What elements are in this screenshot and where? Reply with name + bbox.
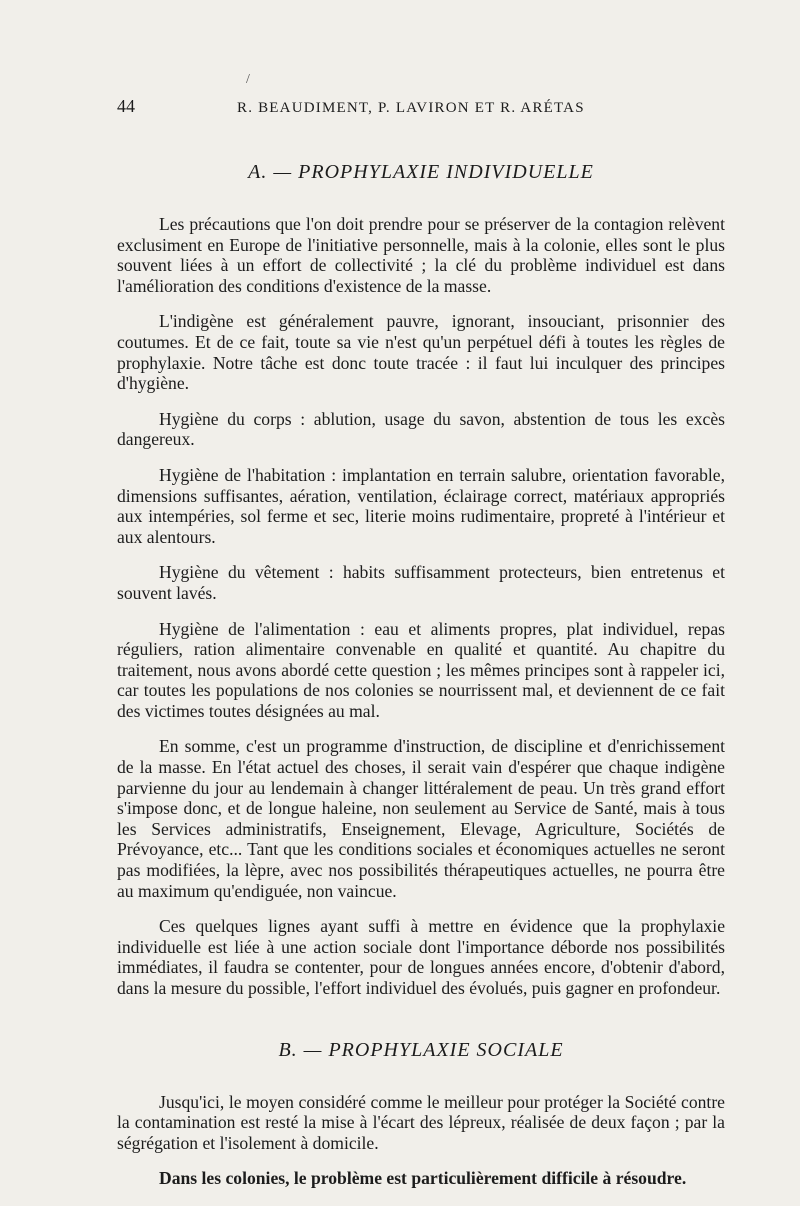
section-b-body (117, 1092, 725, 1189)
paragraph: Hygiène de l'alimentation : eau et aliments propres, plat individuel, repas réguliers, ration alimentaire convenable en qualité et quantité. Au chapitre du traitement, nous avons abordé cette question ; les mêmes principes sont à rappeler ici, car toutes les populations de nos colonies se nourrissent mal, et deviennent de ce fait des victimes toutes désignées au mal. (117, 618, 725, 721)
paragraph: Hygiène de l'habitation : implantation en terrain salubre, orientation favorable, dimensions suffisantes, aération, ventilation, éclairage correct, matériaux appropriés aux intempéries, sol ferme et sec, literie moins rudimentaire, propreté à l'intérieur et aux alentours. (117, 464, 725, 547)
paragraph: Jusqu'ici, le moyen considéré comme le meilleur pour protéger la Société contre la contamination est resté la mise à l'écart des lépreux, réalisée de deux façon ; par la ségrégation et l'isolement à domicile. (117, 1091, 725, 1153)
paragraph-bold: Dans les colonies, le problème est particulièrement difficile à résoudre. (159, 1168, 687, 1189)
paragraph: L'indigène est généralement pauvre, ignorant, insouciant, prisonnier des coutumes. Et de ce fait, toute sa vie n'est qu'un perpétuel défi à toutes les règles de prophylaxie. Notre tâche est donc toute tracée : il faut lui inculquer des principes d'hygiène. (117, 311, 725, 394)
stray-slash-mark: / (246, 72, 250, 87)
paragraph: En somme, c'est un programme d'instruction, de discipline et d'enrichissement de la masse. En l'état actuel des choses, il serait vain d'espérer que chaque indigène parvienne du jour au lendemain à changer littéralement de peau. Un très grand effort s'impose donc, et de longue haleine, non seulement au Service de Santé, mais à tous les Services administratifs, Enseignement, Elevage, Agriculture, Sociétés de Prévoyance, etc... Tant que les conditions sociales et économiques actuelles ne seront pas modifiées, la lèpre, avec nos possibilités thérapeutiques actuelles, ne pourra être au maximum qu'endiguée, non vaincue. (117, 736, 725, 901)
paragraph: Les précautions que l'on doit prendre pour se préserver de la contagion relèvent exclusiment en Europe de l'initiative personnelle, mais à la colonie, elles sont le plus souvent liées à un effort de collectivité ; la clé du problème individuel est dans l'amélioration des conditions d'existence de la masse. (117, 214, 725, 296)
paragraph: Ces quelques lignes ayant suffi à mettre en évidence que la prophylaxie individuelle est liée à une action sociale dont l'importance déborde nos possibilités immédiates, il faudra se contenter, pour de longues années encore, d'obtenir d'abord, dans la mesure du possible, l'effort individuel des évolués, puis gagner en profondeur. (117, 916, 725, 998)
paragraph: Hygiène du corps : ablution, usage du savon, abstention de tous les excès dangereux. (117, 408, 725, 450)
paragraph: Hygiène du vêtement : habits suffisamment protecteurs, bien entretenus et souvent lavés. (117, 562, 725, 603)
page-header (117, 96, 725, 117)
running-head: R. BEAUDIMENT, P. LAVIRON ET R. ARÉTAS (237, 100, 585, 116)
document-page (117, 96, 725, 1204)
page-number: 44 (117, 96, 135, 116)
section-a-heading: A. — PROPHYLAXIE INDIVIDUELLE (248, 161, 594, 183)
section-a-body (117, 214, 725, 999)
section-b-heading: B. — PROPHYLAXIE SOCIALE (278, 1038, 564, 1061)
